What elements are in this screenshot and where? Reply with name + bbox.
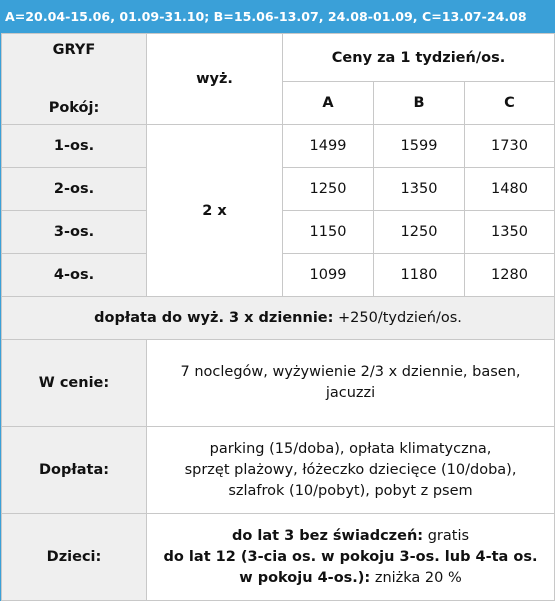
price-cell: 1350 (465, 211, 555, 254)
price-cell: 1730 (465, 125, 555, 168)
room-type-cell: 4-os. (2, 254, 147, 297)
children-line3-rest: zniżka 20 % (370, 569, 462, 586)
season-legend: A=20.04-15.06, 01.09-31.10; B=15.06-13.07, 24.08-01.09, C=13.07-24.08 (1, 1, 554, 33)
room-header-label: Pokój: (48, 100, 100, 116)
price-cell: 1180 (374, 254, 465, 297)
children-text (147, 514, 555, 601)
included-line: 7 noclegów, wyżywienie 2/3 x dziennie, basen, (180, 364, 521, 380)
prices-header-label: Ceny za 1 tydzień/os. (283, 34, 555, 82)
extra-meal-note (2, 297, 555, 340)
price-cell: 1599 (374, 125, 465, 168)
season-c-header: C (465, 82, 555, 125)
price-cell: 1499 (283, 125, 374, 168)
meal-header-label: wyż. (147, 34, 283, 125)
meals-value-cell: 2 x (147, 125, 283, 297)
children-line (147, 568, 554, 589)
children-line (147, 526, 554, 547)
hotel-name: GRYF (52, 42, 96, 58)
children-line1-rest: gratis (423, 527, 470, 544)
price-cell: 1350 (374, 168, 465, 211)
room-type-cell: 3-os. (2, 211, 147, 254)
extra-meal-value: +250/tydzień/os. (333, 309, 462, 326)
price-cell: 1250 (374, 211, 465, 254)
price-cell: 1150 (283, 211, 374, 254)
price-table (1, 33, 555, 601)
surcharge-label: Dopłata: (2, 427, 147, 514)
season-a-header: A (283, 82, 374, 125)
price-cell: 1099 (283, 254, 374, 297)
room-type-cell: 2-os. (2, 168, 147, 211)
surcharge-line: parking (15/doba), opłata klimatyczna, (209, 440, 492, 457)
children-label: Dzieci: (2, 514, 147, 601)
room-type-cell: 1-os. (2, 125, 147, 168)
surcharge-line: sprzęt plażowy, łóżeczko dziecięce (10/doba), (184, 461, 517, 478)
extra-meal-label: dopłata do wyż. 3 x dziennie: (94, 309, 334, 326)
children-line2: do lat 12 (3-cia os. w pokoju 3-os. lub 4-ta os. (163, 548, 538, 565)
price-cell: 1280 (465, 254, 555, 297)
included-label: W cenie: (2, 340, 147, 427)
surcharge-line: szlafrok (10/pobyt), pobyt z psem (228, 482, 473, 499)
children-line3-bold: w pokoju 4-os.): (239, 569, 371, 586)
price-cell: 1250 (283, 168, 374, 211)
table-row (2, 125, 555, 168)
children-line1-bold: do lat 3 bez świadczeń: (231, 527, 424, 544)
price-cell: 1480 (465, 168, 555, 211)
included-line: jacuzzi (325, 385, 376, 401)
header-room-cell (2, 34, 147, 125)
surcharge-text (147, 427, 555, 514)
included-text (147, 340, 555, 427)
season-b-header: B (374, 82, 465, 125)
